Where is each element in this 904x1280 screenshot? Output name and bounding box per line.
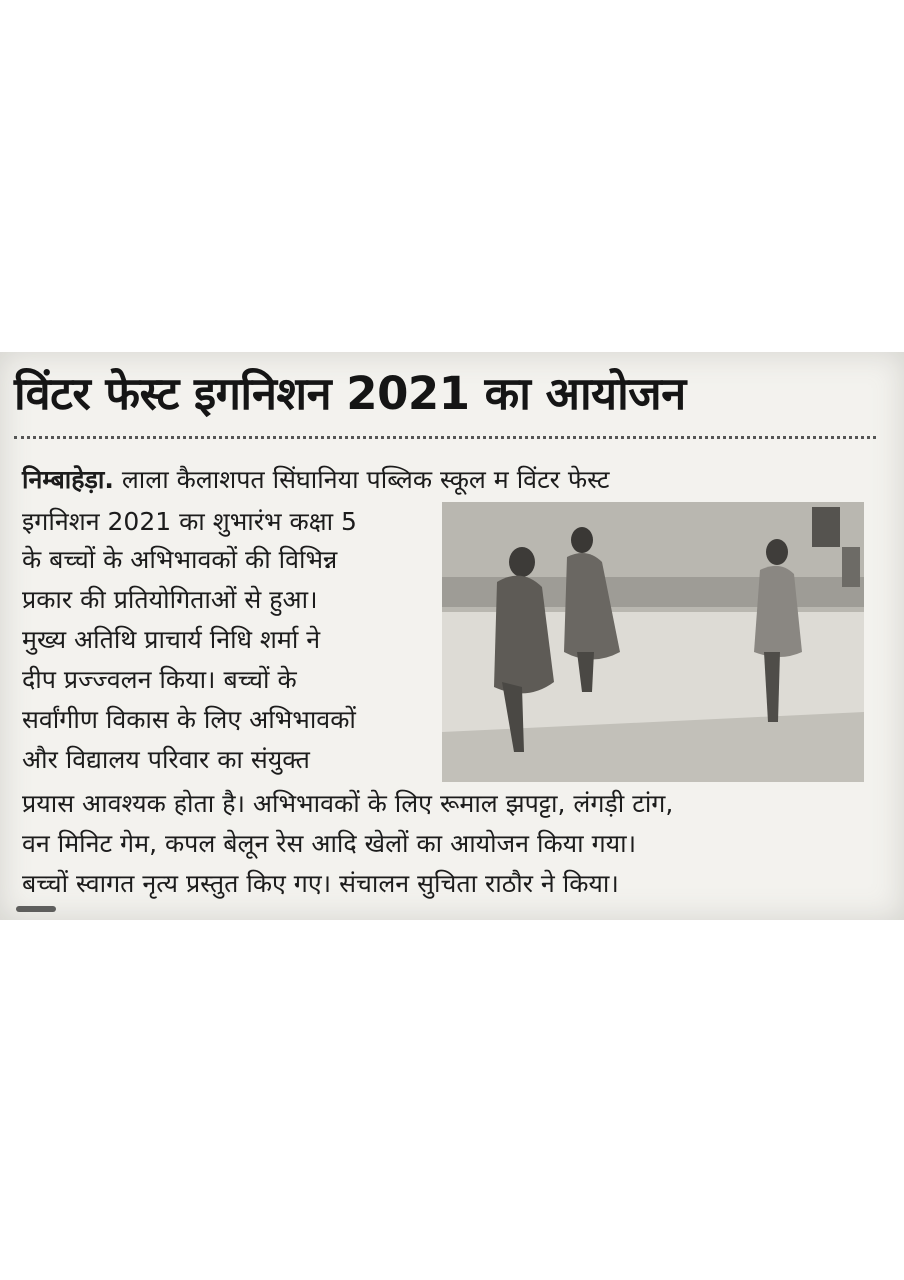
body-line-6: दीप प्रज्ज्वलन किया। बच्चों के [22,665,297,694]
body-line-3: के बच्चों के अभिभावकों की विभिन्न [22,545,338,574]
body-line-5: मुख्य अतिथि प्राचार्य निधि शर्मा ने [22,625,321,654]
event-photo-image [442,502,864,782]
body-line-4: प्रकार की प्रतियोगिताओं से हुआ। [22,585,318,614]
body-line-8: और विद्यालय परिवार का संयुक्त [22,745,310,774]
body-line-1-text: लाला कैलाशपत सिंघानिया पब्लिक स्कूल म विंटर फेस्ट [121,465,610,494]
dateline: निम्बाहेड़ा. [22,465,114,494]
headline: विंटर फेस्ट इगनिशन 2021 का आयोजन [14,367,686,420]
event-photo [442,502,864,782]
body-line-2: इगनिशन 2021 का शुभारंभ कक्षा 5 [22,507,357,536]
body-line-7: सर्वांगीण विकास के लिए अभिभावकों [22,705,356,734]
body-line-11: बच्चों स्वागत नृत्य प्रस्तुत किए गए। संचालन सुचिता राठौर ने किया। [22,869,619,898]
body-line-9: प्रयास आवश्यक होता है। अभिभावकों के लिए रूमाल झपट्टा, लंगड़ी टांग, [22,789,674,818]
body-line-10: वन मिनिट गेम, कपल बेलून रेस आदि खेलों का आयोजन किया गया। [22,829,637,858]
headline-divider [14,436,876,439]
clipping-edge-mark [16,906,56,912]
body-line-1 [22,462,609,498]
